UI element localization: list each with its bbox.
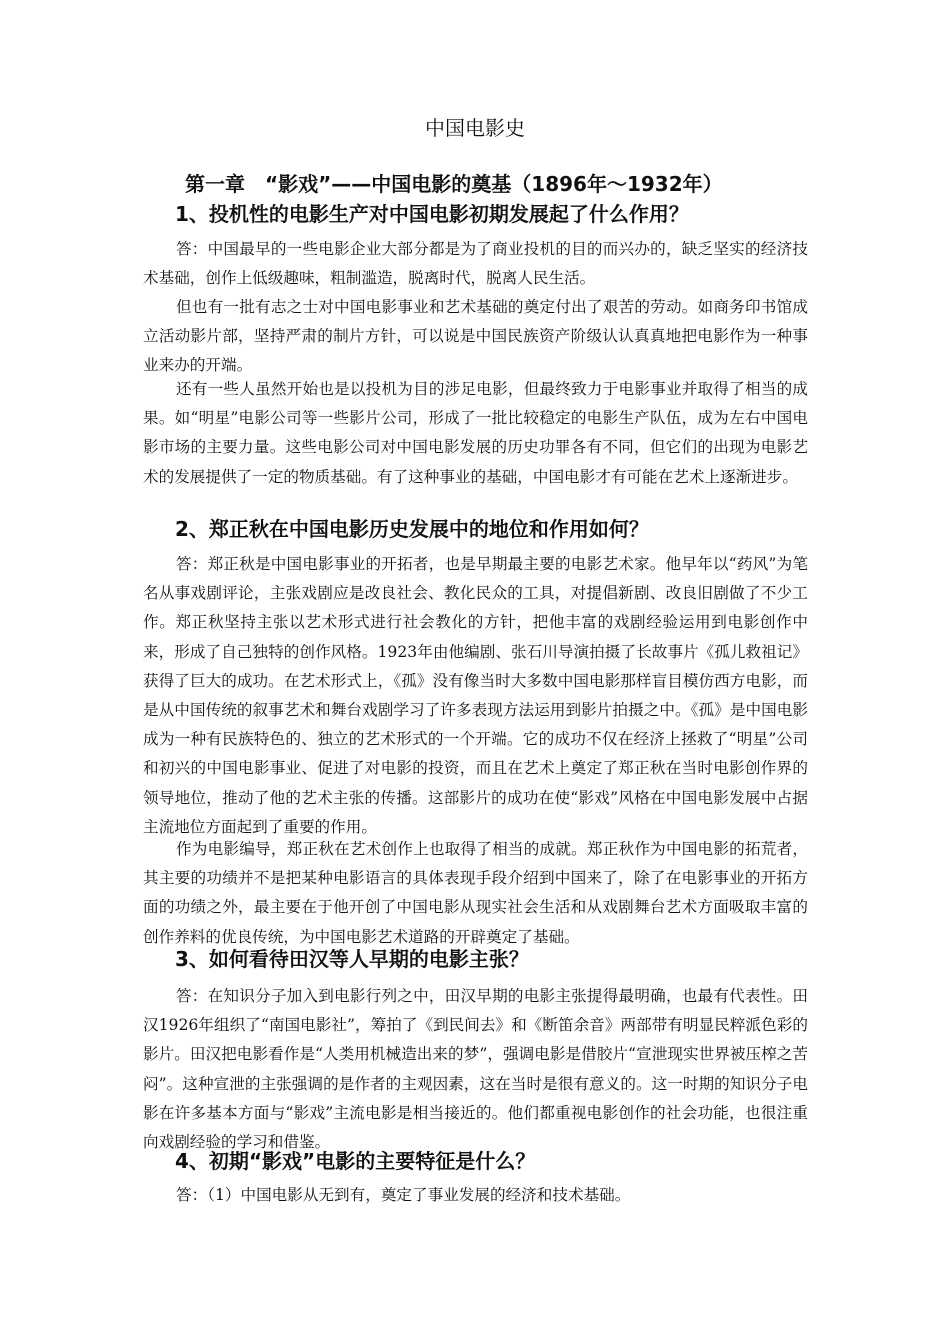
chapter-title: 第一章 “影戏”——中国电影的奠基（1896年～1932年） (185, 172, 723, 196)
answer-paragraph-2-1: 答：郑正秋是中国电影事业的开拓者，也是早期最主要的电影艺术家。他早年以“药风”为笔名从事戏剧评论，主张戏剧应是改良社会、教化民众的工具，对提倡新剧、改良旧剧做了不少工作。郑正秋坚持主张以艺术形式进行社会教化的方针，把他丰富的戏剧经验运用到电影创作中来，形成了自己独特的创作风格。1923年由他编剧、张石川导演拍摄了长故事片《孤儿救祖记》获得了巨大的成功。在艺术形式上，《孤》没有像当时大多数中国电影那样盲目模仿西方电影，而是从中国传统的叙事艺术和舞台戏剧学习了许多表现方法运用到影片拍摄之中。《孤》是中国电影成为一种有民族特色的、独立的艺术形式的一个开端。它的成功不仅在经济上拯救了“明星”公司和初兴的中国电影事业、促进了对电影的投资，而且在艺术上奠定了郑正秋在当时电影创作界的领导地位，推动了他的艺术主张的传播。这部影片的成功在使“影戏”风格在中国电影发展中占据主流地位方面起到了重要的作用。 (143, 555, 808, 836)
question-heading-2: 2、郑正秋在中国电影历史发展中的地位和作用如何？ (175, 517, 649, 541)
answer-paragraph-4-1: 答：（1）中国电影从无到有，奠定了事业发展的经济和技术基础。 (176, 1186, 631, 1204)
answer-paragraph-1-1: 答：中国最早的一些电影企业大部分都是为了商业投机的目的而兴办的，缺乏坚实的经济技术基础，创作上低级趣味，粗制滥造，脱离时代，脱离人民生活。 (143, 240, 808, 288)
question-heading-3: 3、如何看待田汉等人早期的电影主张？ (175, 947, 529, 971)
answer-paragraph-3-1: 答：在知识分子加入到电影行列之中，田汉早期的电影主张提得最明确，也最有代表性。田汉1926年组织了“南国电影社”，筹拍了《到民间去》和《断笛余音》两部带有明显民粹派色彩的影片。田汉把电影看作是“人类用机械造出来的梦”，强调电影是借胶片“宣泄现实世界被压榨之苦闷”。这种宣泄的主张强调的是作者的主观因素，这在当时是很有意义的。这一时期的知识分子电影在许多基本方面与“影戏”主流电影是相当接近的。他们都重视电影创作的社会功能，也很注重向戏剧经验的学习和借鉴。 (143, 987, 808, 1152)
question-heading-4: 4、初期“影戏”电影的主要特征是什么？ (175, 1149, 536, 1173)
document-title: 中国电影史 (425, 116, 525, 140)
answer-paragraph-1-3: 还有一些人虽然开始也是以投机为目的涉足电影，但最终致力于电影事业并取得了相当的成果。如“明星”电影公司等一些影片公司，形成了一批比较稳定的电影生产队伍，成为左右中国电影市场的主要力量。这些电影公司对中国电影发展的历史功罪各有不同，但它们的出现为电影艺术的发展提供了一定的物质基础。有了这种事业的基础，中国电影才有可能在艺术上逐渐进步。 (143, 380, 808, 486)
question-heading-1: 1、投机性的电影生产对中国电影初期发展起了什么作用？ (175, 202, 689, 226)
answer-paragraph-2-2: 作为电影编导，郑正秋在艺术创作上也取得了相当的成就。郑正秋作为中国电影的拓荒者，其主要的功绩并不是把某种电影语言的具体表现手段介绍到中国来了，除了在电影事业的开拓方面的功绩之外，最主要在于他开创了中国电影从现实社会生活和从戏剧舞台艺术方面吸取丰富的创作养料的优良传统，为中国电影艺术道路的开辟奠定了基础。 (143, 840, 808, 946)
answer-paragraph-1-2: 但也有一批有志之士对中国电影事业和艺术基础的奠定付出了艰苦的劳动。如商务印书馆成立活动影片部，坚持严肃的制片方针，可以说是中国民族资产阶级认认真真地把电影作为一种事业来办的开端。 (143, 298, 808, 375)
